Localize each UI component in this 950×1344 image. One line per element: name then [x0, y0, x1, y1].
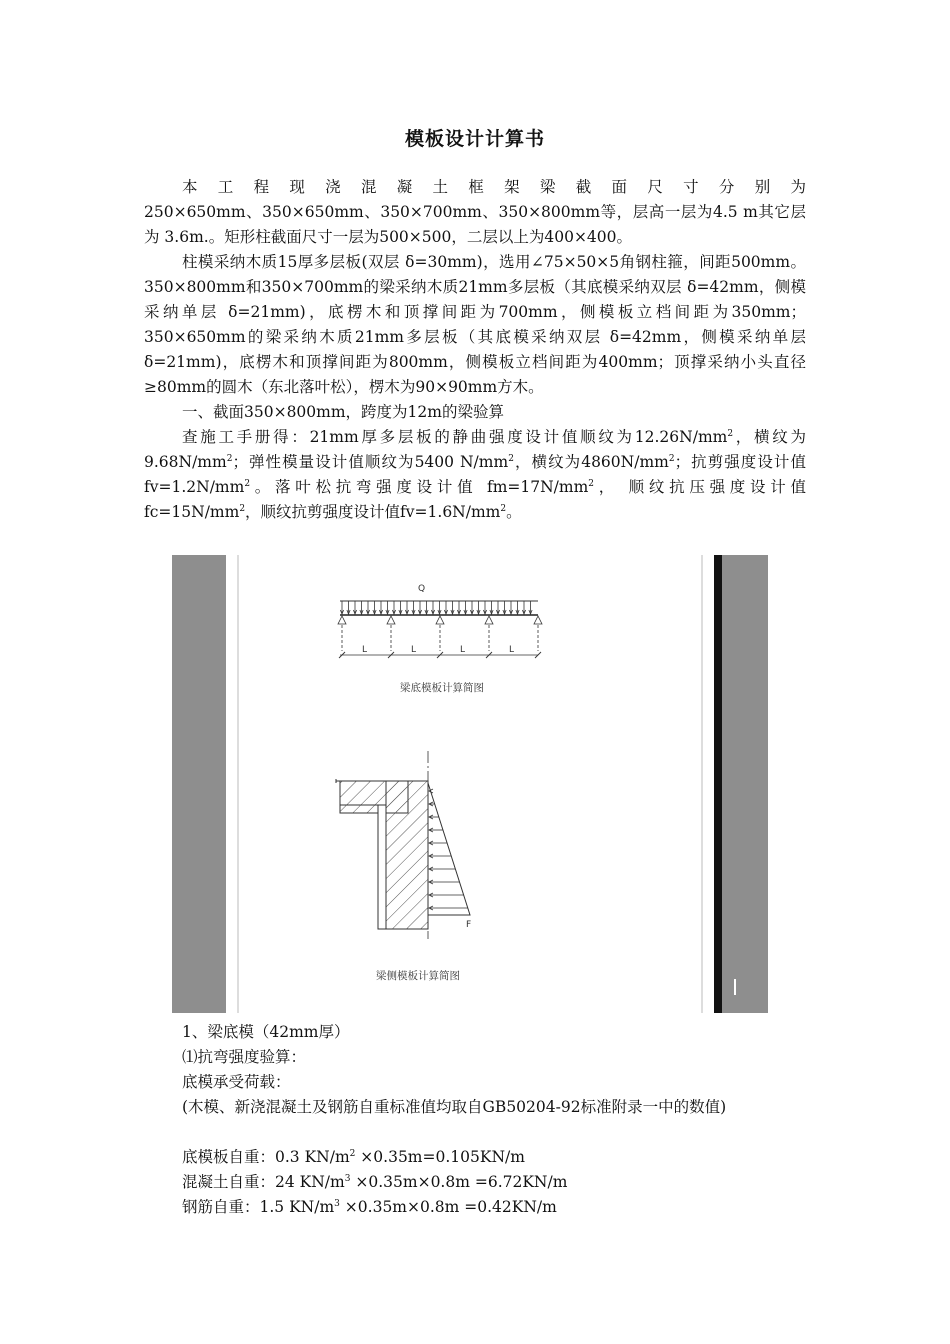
load-heading: 底模承受荷载： [182, 1073, 291, 1091]
concrete-self-weight: 混凝土自重：24 $KN/m^3 \times 0.35m\times 0.8m =6.72KN/m$ [182, 1173, 568, 1191]
svg-text:L: L [362, 645, 368, 655]
right-black-bar [714, 555, 722, 1013]
left-gray-band [172, 555, 226, 1013]
bottom-form-diagram [338, 584, 542, 694]
svg-text:L: L [411, 645, 417, 655]
side-form-caption: 梁侧模板计算简图 [376, 970, 460, 982]
material-properties-paragraph: 查施工手册得：21mm厚多层板的静曲强度设计值顺纹为$12.26N/mm^2$，横纹为$9.68N/mm^2$；弹性模量设计值顺纹为5400 $N/mm^2$，横纹为$4860N/mm^2$；抗剪强度设计值 $fv=1.2N/mm^2$。落叶松抗弯强度设计值 $fm=17N/mm^2$， 顺纹抗压强度设计值$fc=15N/mm^2$，顺纹抗剪强度设计值$fv=1.6N/mm^2$。 [144, 428, 806, 521]
item-1-1-heading: ⑴抗弯强度验算： [182, 1048, 307, 1066]
formwork-self-weight: 底模板自重：0.3 $KN/m^2 \times 0.35m=0.105KN/m$ [182, 1148, 525, 1166]
bottom-form-caption: 梁底模板计算简图 [400, 682, 484, 694]
right-gray-band [722, 555, 768, 1013]
load-label-q: Q [418, 584, 426, 594]
load-source-note: (木模、新浇混凝土及钢筋自重标准值均取自GB50204-92标准附录一中的数值) [182, 1098, 727, 1116]
svg-text:L: L [460, 645, 466, 655]
intro-paragraph-2: 柱模采纳木质15厚多层板(双层 δ=30mm)，选用∠75×50×5角钢柱箍，间距500mm。350×800mm和350×700mm的梁采纳木质21mm多层板（其底模采纳双层 δ=42mm，侧模采纳单层 δ=21mm)，底楞木和顶撑间距为700mm，侧模板立档间距为350mm；350×650mm的梁采纳木质21mm多层板（其底模采纳双层 δ=42mm，侧模采纳单层 δ=21mm)，底楞木和顶撑间距为800mm，侧模板立档间距为400mm；顶撑采纳小头直径≥80mm的圆木（东北落叶松），楞木为90×90mm方木。 [144, 253, 806, 396]
rebar-self-weight: 钢筋自重：1.5 $KN/m^3 \times 0.35m\times 0.8m =0.42KN/m$ [182, 1198, 557, 1216]
intro-paragraph-1-rest: 250×650mm、350×650mm、350×700mm、350×800mm等，层高一层为4.5 m其它层为 3.6m.。矩形柱截面尺寸一层为500×500，二层以上为400×400。 [144, 203, 806, 246]
section-1-heading: 一、截面350×800mm，跨度为12m的梁验算 [182, 403, 504, 421]
document-title: 模板设计计算书 [404, 128, 545, 150]
item-1-heading: 1、梁底模（42mm厚） [182, 1023, 350, 1041]
side-form-diagram [336, 751, 471, 982]
calculation-diagram-figure [172, 555, 768, 1013]
load-label-f: F [466, 920, 472, 930]
intro-paragraph-1-line1: 本工程现浇混凝土框架梁截面尺寸分别为 [182, 178, 806, 196]
calculation-diagram [172, 555, 768, 1013]
svg-text:L: L [509, 645, 515, 655]
